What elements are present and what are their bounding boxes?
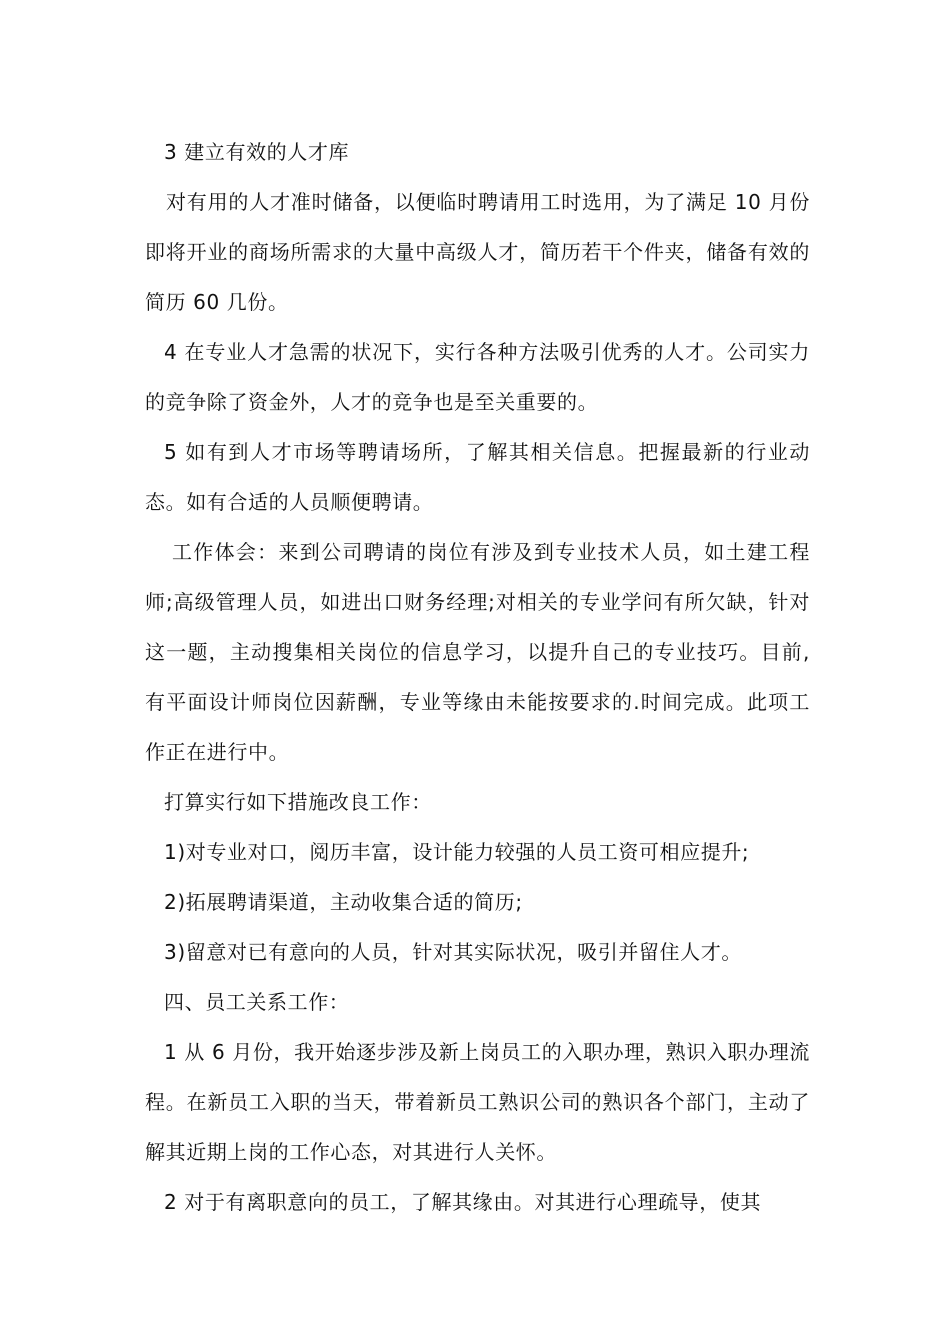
list-item-retain-talent: 3)留意对已有意向的人员，针对其实际状况，吸引并留住人才。 <box>164 940 742 964</box>
list-item-salary: 1)对专业对口，阅历丰富，设计能力较强的人员工资可相应提升; <box>164 840 750 864</box>
paragraph-attract-talent: 4 在专业人才急需的状况下，实行各种方法吸引优秀的人才。公司实力的竞争除了资金外，人才的竞争也是至关重要的。 <box>145 340 811 414</box>
paragraph-resignation: 2 对于有离职意向的员工，了解其缘由。对其进行心理疏导，使其 <box>164 1190 762 1214</box>
list-item-recruit-channels: 2)拓展聘请渠道，主动收集合适的简历; <box>164 890 523 914</box>
paragraph-talent-market: 5 如有到人才市场等聘请场所，了解其相关信息。把握最新的行业动态。如有合适的人员顺便聘请。 <box>145 440 810 514</box>
paragraph-onboarding: 1 从 6 月份，我开始逐步涉及新上岗员工的入职办理，熟识入职办理流程。在新员工入职的当天，带着新员工熟识公司的熟识各个部门，主动了解其近期上岗的工作心态，对其进行人关怀。 <box>145 1040 810 1164</box>
paragraph-talent-reserve: 对有用的人才准时储备，以便临时聘请用工时选用，为了满足 10 月份即将开业的商场所需求的大量中高级人才，简历若干个件夹，储备有效的简历 60 几份。 <box>145 190 810 314</box>
paragraph-work-experience: 工作体会：来到公司聘请的岗位有涉及到专业技术人员，如土建工程师;高级管理人员，如进出口财务经理;对相关的专业学问有所欠缺，针对这一题，主动搜集相关岗位的信息学习，以提升自己的专业技巧。目前,有平面设计师岗位因薪酬，专业等缘由未能按要求的.时间完成。此项工作正在进行中。 <box>145 540 810 764</box>
paragraph-improvement-plan: 打算实行如下措施改良工作： <box>164 790 432 814</box>
paragraph-talent-pool-heading: 3 建立有效的人才库 <box>164 140 350 164</box>
section-heading-employee-relations: 四、员工关系工作： <box>164 990 350 1014</box>
